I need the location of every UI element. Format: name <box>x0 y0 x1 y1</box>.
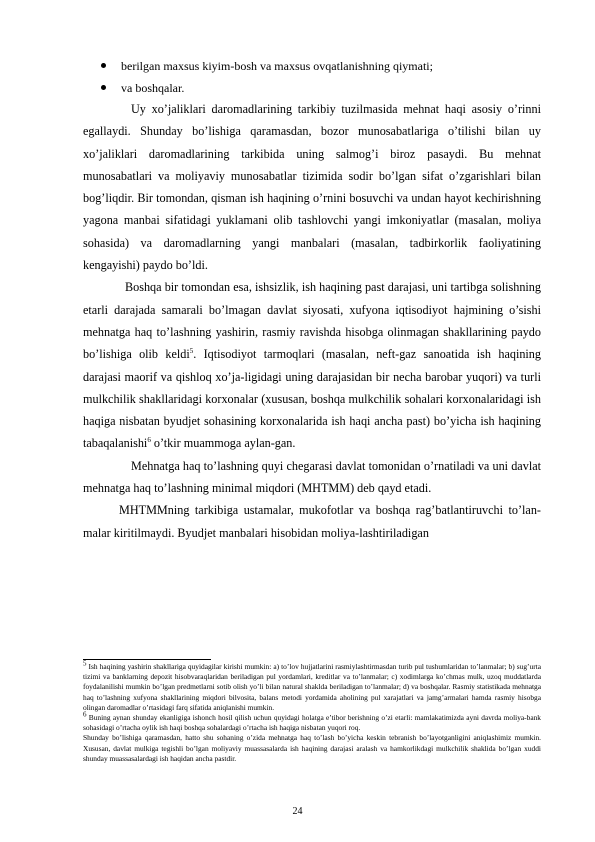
body-text <box>83 98 541 544</box>
paragraph-text: . Iqtisodiyot tarmoqlari (masalan, neft-gaz sanoatida ish haqining darajasi maorif va qishloq xo’ja-ligidagi uning darajasidan bir necha barobar yuqori) va turli mulkchilik shakllaridagi korxonalar (xususan, boshqa mulkchilik sohalari korxonalaridagi ish haqiga nisbatan byudjet sohasining korxonalarida ish haqi ancha past) bo’yicha ish haqining tabaqalanishi <box>83 347 541 451</box>
footnote-ref-5[interactable]: 5 <box>189 347 194 356</box>
footnote-6 <box>83 710 541 733</box>
list-item <box>100 77 540 99</box>
bullet-icon <box>101 63 106 68</box>
paragraph-minimum-wage: Mehnatga haq to’lashning quyi chegarasi davlat tomonidan o’rnatiladi va uni davlat mehnatga haq to’lashning minimal miqdori (MHTMM) deb qayd etadi. <box>83 458 541 496</box>
footnote-divider <box>83 659 211 660</box>
footnote-6-continued: Shunday bo’lishiga qaramasdan, hatto shu sohaning o’zida mehnatga haq to’lash bo’yicha keskin tebranish bo’layotganligini aniqlashimiz mumkin. Xususan, davlat mulkiga tegishli bo’lgan moliyaviy muassasalarda ish haqining darajasi aralash va hamkorlikdagi mulkchilik shaklida bo’lgan xuddi shunday muassasalardagi ish haqidan ancha pastdir. <box>83 733 541 763</box>
list-item <box>100 55 540 77</box>
footnote-text: Buning aynan shunday ekanligiga ishonch hosil qilish uchun quyidagi holatga e’tibor berishning o’zi etarli: mamlakatimizda ayni davrda moliya-bank sohasidagi o’rtacha oylik ish haqi boshqa sohalardagi o’rtacha ish haqiga nisbatan yuqori roq. <box>83 713 541 733</box>
paragraph-income-structure: Uy xo’jaliklari daromadlarining tarkibiy tuzilmasida mehnat haqi asosiy o’rinni egallaydi. Shunday bo’lishiga qaramasdan, bozor munosabatlariga o’tilishi bilan uy xo’jaliklari daromadlarining tarkibida uning salmog’i biroz pasaydi. Bu mehnat munosabatlari va moliyaviy munosabatlar tizimida sodir bo’lgan sifat o’zgarishlari bilan bog’liqdir. Bir tomondan, qisman ish haqining o’rnini bosuvchi va undan hayot kechirishning yagona manbai sifatidagi yuklamani olib tashlovchi yangi imkoniyatlar (masalan, moliya sohasida) va daromadlarning yangi manbalari (masalan, tadbirkorlik faoliyatining kengayishi) paydo bo’ldi. <box>83 102 541 273</box>
paragraph-text: o’tkir muammoga aylan-gan. <box>150 436 296 451</box>
list-item-text: va boshqalar. <box>121 81 185 95</box>
list-item-text: berilgan maxsus kiyim-bosh va maxsus ovqatlanishning qiymati; <box>121 59 433 73</box>
footnotes <box>83 659 541 764</box>
paragraph-mhtmm: MHTMMning tarkibiga ustamalar, mukofotlar va boshqa rag’batlantiruvchi to’lan-malar kiritilmaydi. Byudjet manbalari hisobidan moliya-lashtiriladigan <box>83 503 541 540</box>
footnote-number: 5 <box>83 659 87 668</box>
footnote-ref-6[interactable]: 6 <box>147 436 151 445</box>
bullet-icon <box>101 85 106 90</box>
paragraph-hidden-wages <box>83 276 541 454</box>
paragraph-text: Boshqa bir tomondan esa, ishsizlik, ish haqining past darajasi, uni tartibga solishning etarli darajada samarali bo’lmagan davlat siyosati, xufyona iqtisodiyot hajmining o’sishi mehnatga haq to’lashning yashirin, rasmiy ravishda hisobga olinmagan shakllarining paydo bo’lishiga olib keldi <box>83 280 541 362</box>
footnote-5 <box>83 659 541 713</box>
bullet-list <box>100 55 540 99</box>
footnote-number: 6 <box>83 710 87 719</box>
footnote-text: Ish haqining yashirin shakllariga quyidagilar kirishi mumkin: a) to’lov hujjatlarini rasmiylashtirmasdan turib pul tushumlaridan to’lanmalar; b) sug’urta tizimi va banklarning depozit hisobvaraqlaridan beriladigan pul yordamlari, kreditlar va to’lanmalar; c) xodimlarga ko’chmas mulk, uzoq muddatlarda foydalanilishi mumkin bo’lgan predmetlarni sotib olish yo’li bilan natural shaklda beriladigan to’lanmalar; d) va boshqalar. Rasmiy statistikada mehnatga haq to’lashning xufyona shakllarining miqdori bilvosita, balans metodi yordamida aholining pul xarajatlari va jamg’armalari hamda rasmiy hisobga olingan daromadlar o’rtasidagi farq sifatida aniqlanishi mumkin. <box>83 662 541 712</box>
page-number: 24 <box>292 806 303 817</box>
